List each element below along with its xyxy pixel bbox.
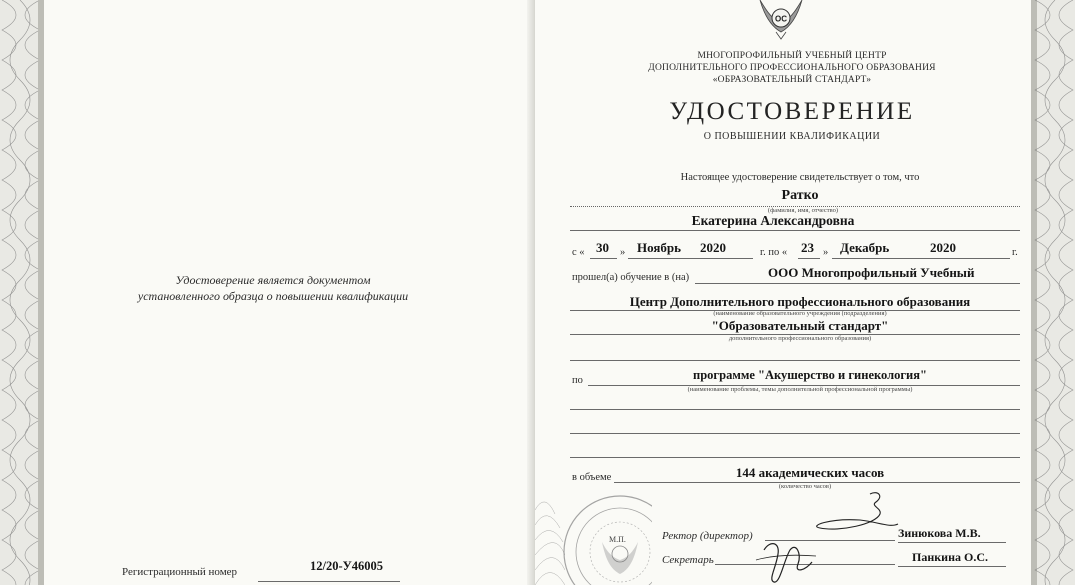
rector-name: Зинюкова М.В. bbox=[898, 526, 981, 540]
date-to-suffix: г. bbox=[1012, 247, 1018, 258]
emblem-text: ОС bbox=[775, 14, 787, 24]
date-from-month-line bbox=[628, 258, 753, 259]
date-from-day-line bbox=[590, 258, 617, 259]
date-to-month-prefix: » bbox=[823, 247, 829, 258]
blank-line-2 bbox=[570, 409, 1020, 410]
date-from-month-prefix: » bbox=[620, 247, 626, 258]
date-to-prefix: г. по « bbox=[760, 247, 788, 258]
intro-text: Настоящее удостоверение свидетельствует о том, что bbox=[680, 172, 920, 183]
date-to-year: 2020 bbox=[930, 240, 956, 255]
date-to-day-line bbox=[798, 258, 820, 259]
surname: Ратко bbox=[781, 188, 819, 203]
left-page bbox=[0, 0, 535, 585]
certificate-subtitle: О ПОВЫШЕНИИ КВАЛИФИКАЦИИ bbox=[703, 131, 881, 142]
name-caption: (фамилия, имя, отчество) bbox=[767, 207, 839, 214]
eagle-emblem-icon bbox=[756, 0, 806, 40]
left-note-line1: Удостоверение является документом bbox=[175, 273, 371, 287]
volume-label: в объеме bbox=[572, 472, 612, 483]
institution-caption: (наименование образовательного учреждения (подразделения) bbox=[713, 310, 887, 317]
rector-label: Ректор (директор) bbox=[662, 530, 753, 542]
blank-line-4 bbox=[570, 457, 1020, 458]
institution-line2: Центр Дополнительного профессионального образования bbox=[629, 294, 971, 309]
org-line3: «ОБРАЗОВАТЕЛЬНЫЙ СТАНДАРТ» bbox=[712, 75, 872, 85]
left-note-line2: установленного образца о повышении квалификации bbox=[137, 289, 409, 303]
given-names-line bbox=[570, 230, 1020, 231]
left-guilloche-border bbox=[0, 0, 44, 585]
program-caption: (наименование проблемы, темы дополнительной профессиональной программы) bbox=[687, 386, 913, 393]
hours-value: 144 академических часов bbox=[735, 465, 885, 480]
secretary-name: Панкина О.С. bbox=[912, 550, 988, 564]
blank-line-1 bbox=[570, 360, 1020, 361]
secretary-signature bbox=[750, 520, 820, 585]
program-label: по bbox=[572, 375, 583, 386]
round-seal-stamp bbox=[560, 482, 652, 585]
secretary-label: Секретарь bbox=[662, 554, 714, 566]
right-guilloche-border bbox=[1031, 0, 1075, 585]
training-label: прошел(а) обучение в (на) bbox=[572, 272, 690, 283]
institution-caption2: дополнительного профессионального образования) bbox=[728, 335, 872, 342]
certificate-title: УДОСТОВЕРЕНИЕ bbox=[669, 98, 915, 125]
institution-line1-underline bbox=[695, 283, 1020, 284]
org-line2: ДОПОЛНИТЕЛЬНОГО ПРОФЕССИОНАЛЬНОГО ОБРАЗОВАНИЯ bbox=[648, 63, 936, 73]
date-to-month-line bbox=[832, 258, 1010, 259]
date-from-month: Ноябрь bbox=[637, 240, 682, 255]
date-to-day: 23 bbox=[801, 240, 814, 255]
hours-caption: (количество часов) bbox=[778, 483, 832, 490]
reg-number-underline bbox=[258, 581, 400, 582]
date-to-month: Декабрь bbox=[840, 240, 890, 255]
given-names: Екатерина Александровна bbox=[691, 213, 855, 228]
date-from-prefix: с « bbox=[572, 247, 585, 258]
seal-label: М.П. bbox=[609, 535, 626, 544]
institution-line1: ООО Многопрофильный Учебный bbox=[768, 265, 975, 280]
reg-number-label: Регистрационный номер bbox=[122, 566, 238, 578]
reg-number: 12/20-У46005 bbox=[310, 559, 384, 573]
secretary-name-line bbox=[898, 566, 1006, 567]
date-from-year: 2020 bbox=[700, 240, 726, 255]
program-name: программе "Акушерство и гинекология" bbox=[693, 368, 927, 382]
blank-line-3 bbox=[570, 433, 1020, 434]
rector-name-line bbox=[898, 542, 1006, 543]
date-from-day: 30 bbox=[596, 240, 609, 255]
org-line1: МНОГОПРОФИЛЬНЫЙ УЧЕБНЫЙ ЦЕНТР bbox=[697, 51, 887, 61]
institution-line3: "Образовательный стандарт" bbox=[711, 318, 889, 333]
